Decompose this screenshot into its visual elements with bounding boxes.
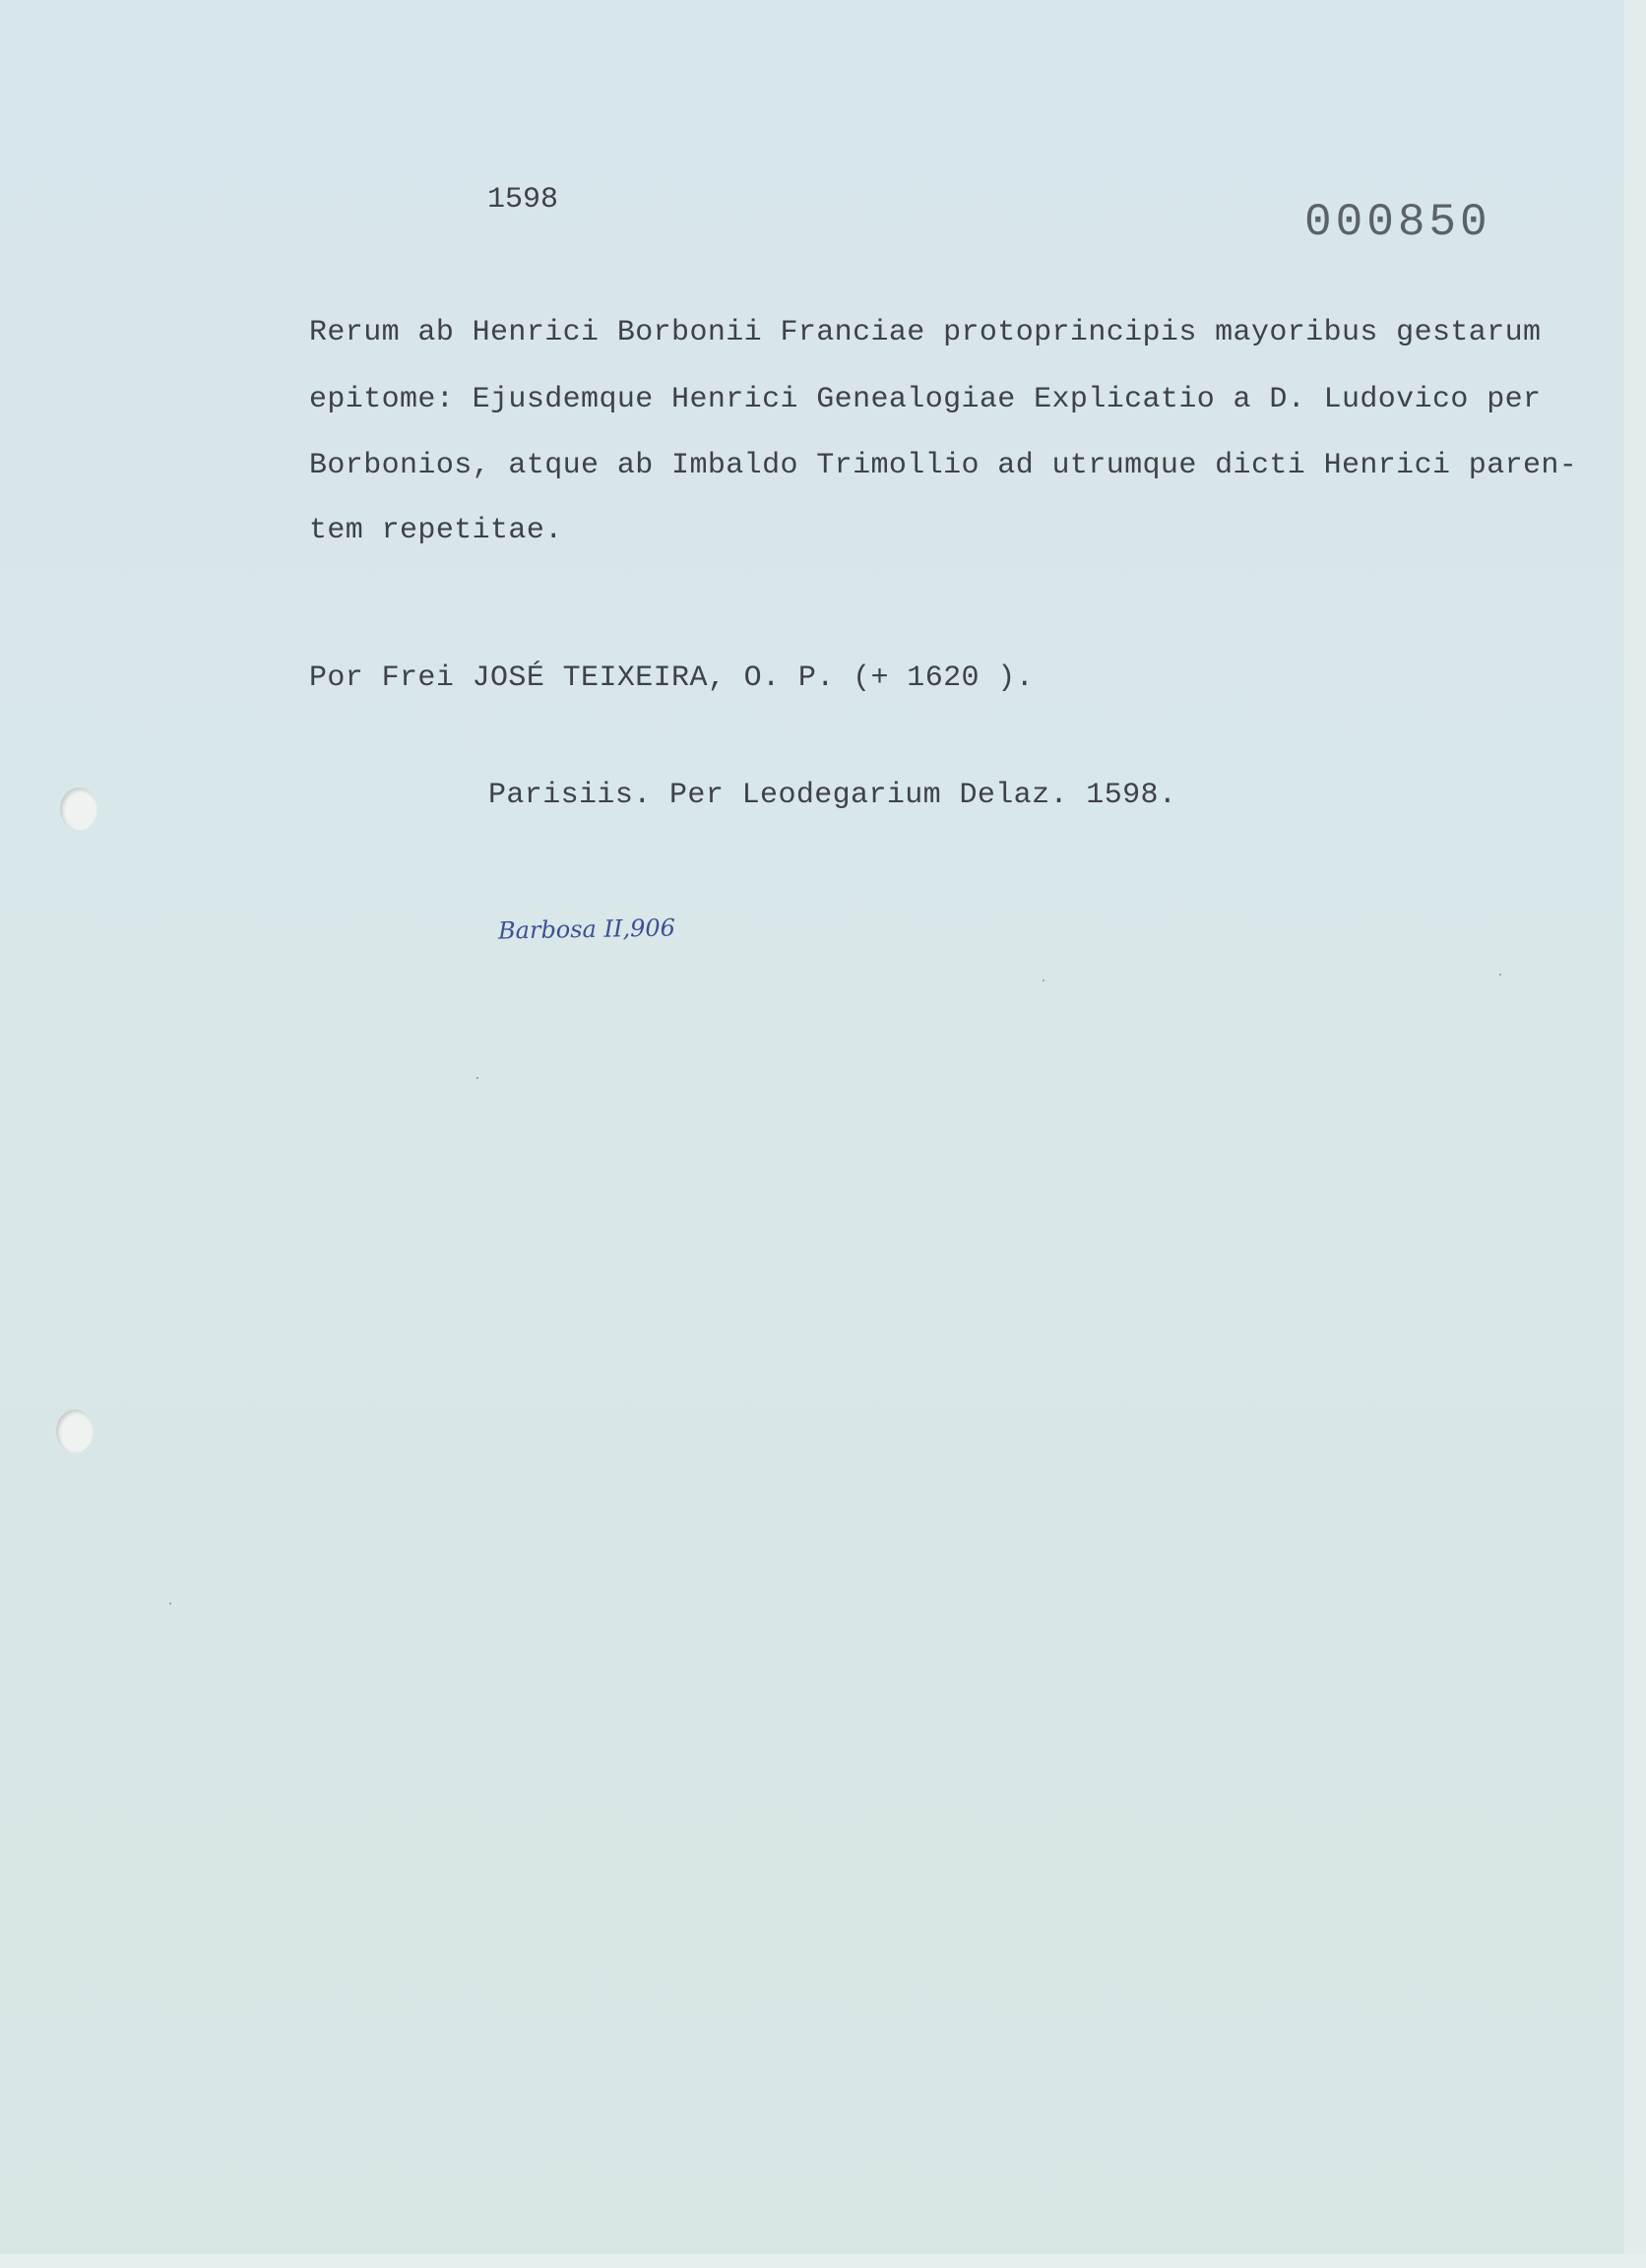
paper-speck: [1499, 974, 1501, 976]
author-line: Por Frei JOSÉ TEIXEIRA, O. P. (+ 1620 ).: [309, 662, 1035, 695]
title-line: tem repetitae.: [309, 514, 563, 547]
year-heading: 1598: [487, 183, 559, 217]
catalog-number: 000850: [1304, 197, 1491, 248]
punch-hole-bottom: [56, 1410, 94, 1453]
paper-speck: [1043, 979, 1045, 981]
paper-speck: [476, 1077, 478, 1079]
imprint-line: Parisiis. Per Leodegarium Delaz. 1598.: [488, 779, 1177, 812]
handwritten-reference: Barbosa II,906: [497, 914, 676, 945]
punch-hole-top: [60, 788, 97, 831]
card-edge-bottom: [0, 2254, 1646, 2268]
card-edge-right: [1624, 0, 1646, 2268]
paper-speck: [169, 1603, 171, 1605]
title-line: epitome: Ejusdemque Henrici Genealogiae Explicatio a D. Ludovico per: [309, 383, 1542, 416]
title-line: Rerum ab Henrici Borbonii Franciae protoprincipis mayoribus gestarum: [309, 316, 1542, 349]
title-line: Borbonios, atque ab Imbaldo Trimollio ad utrumque dicti Henrici paren-: [309, 449, 1578, 482]
